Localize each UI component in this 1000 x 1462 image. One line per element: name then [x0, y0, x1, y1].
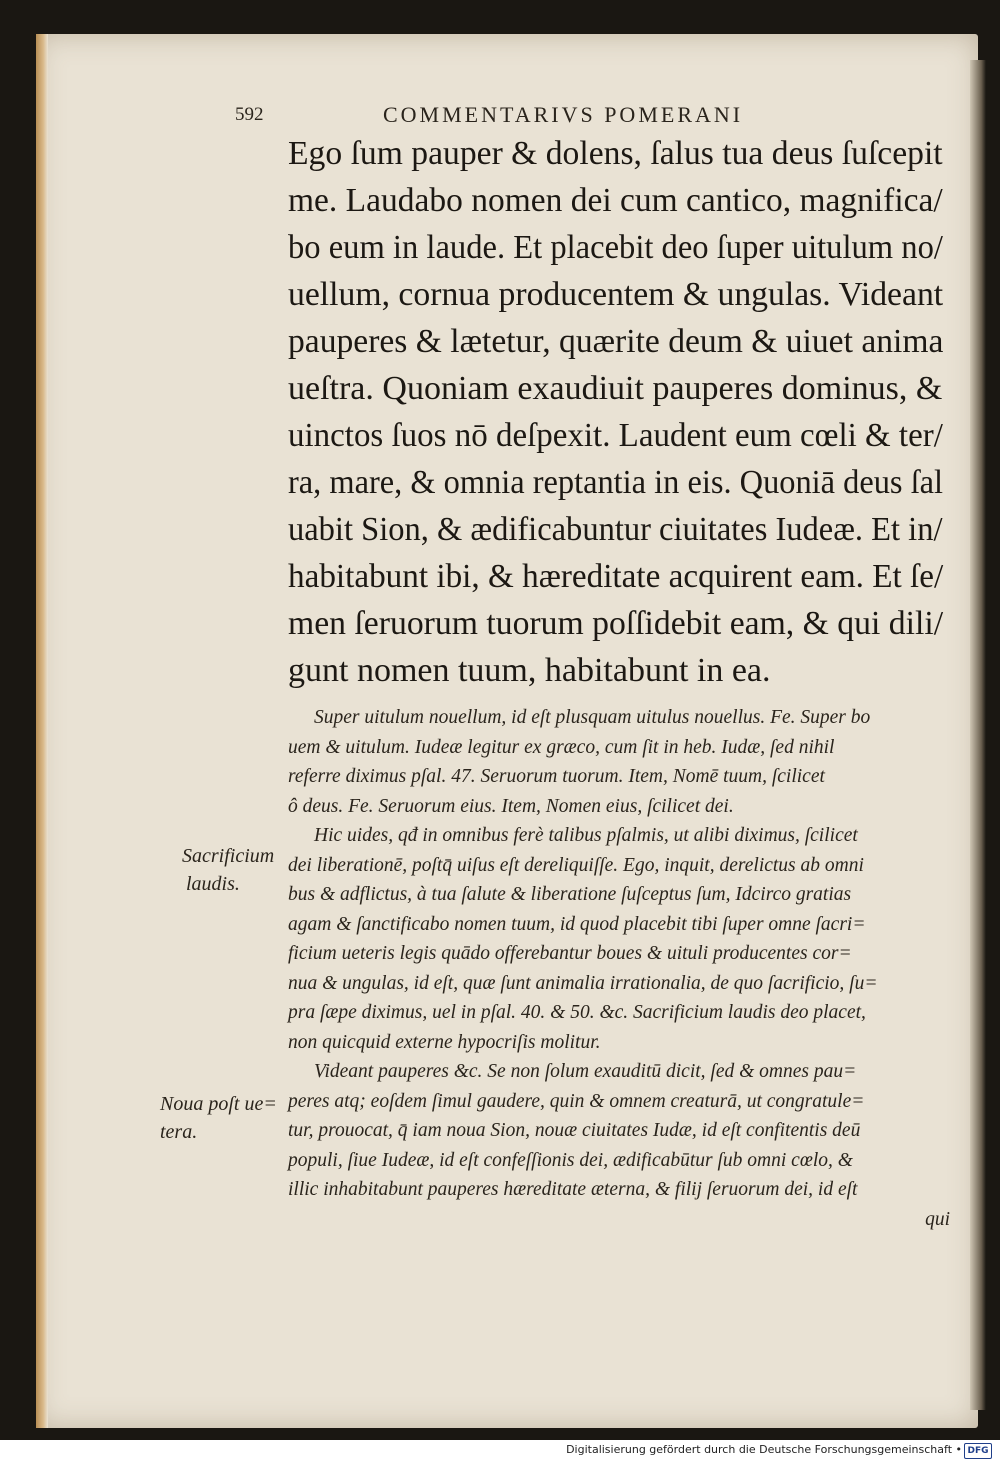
- text-line: pauperes & lætetur, quærite deum & uiuet anima: [288, 323, 944, 360]
- commentary-line: illic inhabitabunt pauperes hæreditate æterna, & filij ſeruorum dei, id eſt: [288, 1179, 858, 1200]
- commentary-line: pra ſæpe diximus, uel in pſal. 40. & 50. &c. Sacrificium laudis deo placet,: [288, 1002, 866, 1023]
- text-line: me. Laudabo nomen dei cum cantico, magnifica/: [288, 182, 943, 219]
- text-line: gunt nomen tuum, habitabunt in ea.: [288, 652, 771, 689]
- text-line: ra, mare, & omnia reptantia in eis. Quoniā deus ſal: [288, 464, 944, 501]
- margin-note-sacrificium: [182, 842, 274, 898]
- commentary-line: non quicquid externe hypocriſis molitur.: [288, 1031, 601, 1053]
- text-line: uellum, cornua producentem & ungulas. Videant: [288, 276, 944, 313]
- commentary-text: [288, 703, 950, 1234]
- footer-credit: Digitalisierung gefördert durch die Deutsche Forschungsgemeinschaft •: [566, 1443, 962, 1456]
- digitization-footer: [0, 1440, 1000, 1462]
- commentary-line: Videant pauperes &c. Se non ſolum exauditū dicit, ſed & omnes pau=: [314, 1061, 857, 1082]
- margin-note-noua: [160, 1090, 277, 1146]
- text-line: ueſtra. Quoniam exaudiuit pauperes dominus, &: [288, 370, 943, 407]
- margin-note-line: laudis.: [186, 873, 240, 895]
- commentary-line: Hic uides, qđ in omnibus ferè talibus pſalmis, ut alibi diximus, ſcilicet: [314, 825, 858, 846]
- running-head: COMMENTARIVS POMERANI: [383, 102, 744, 127]
- page-right-edge: [970, 60, 986, 1410]
- commentary-line: bus & adflictus, à tua ſalute & liberatione ſuſceptus ſum, Idcirco gratias: [288, 884, 852, 905]
- commentary-line: tur, prouocat, q̄ iam noua Sion, nouæ ciuitates Iudæ, id eſt confitentis deū: [288, 1120, 861, 1141]
- commentary-line: qui: [925, 1208, 950, 1230]
- commentary-line: uem & uitulum. Iudeæ legitur ex græco, cum ſit in heb. Iudæ, ſed nihil: [288, 736, 835, 758]
- commentary-line: ficium ueteris legis quādo offerebantur boues & uituli producentes cor=: [288, 943, 852, 964]
- text-line: uabit Sion, & ædificabuntur ciuitates Iudeæ. Et in/: [288, 511, 943, 548]
- margin-note-line: Noua poſt ue=: [160, 1093, 277, 1115]
- page-gutter-edge: [36, 34, 48, 1428]
- page-number: 592: [235, 104, 264, 125]
- text-line: habitabunt ibi, & hæreditate acquirent eam. Et ſe/: [288, 558, 944, 595]
- text-line: bo eum in laude. Et placebit deo ſuper uitulum no/: [288, 229, 943, 266]
- commentary-line: peres atq; eoſdem ſimul gaudere, quin & omnem creaturā, ut congratule=: [288, 1090, 865, 1112]
- dfg-logo: DFG: [964, 1443, 992, 1459]
- text-line: Ego ſum pauper & dolens, ſalus tua deus ſuſcepit: [288, 135, 943, 172]
- commentary-line: populi, ſiue Iudeæ, id eſt confeſſionis dei, ædificabūtur ſub omni cœlo, &: [288, 1149, 853, 1171]
- commentary-line: nua & ungulas, id eſt, quæ ſunt animalia irrationalia, de quo ſacrificio, ſu=: [288, 972, 878, 994]
- margin-note-line: Sacrificium: [182, 845, 275, 867]
- text-line: uinctos ſuos nō deſpexit. Laudent eum cœli & ter/: [288, 417, 943, 454]
- commentary-line: dei liberationē, poſtq̄ uiſus eſt dereliquiſſe. Ego, inquit, derelictus ab omni: [288, 854, 864, 876]
- commentary-line: Super uitulum nouellum, id eſt plusquam uitulus nouellus. Fe. Super bo: [314, 707, 871, 728]
- text-line: men ſeruorum tuorum poſſidebit eam, & qui dili/: [288, 605, 944, 642]
- commentary-line: agam & ſanctificabo nomen tuum, id quod placebit tibi ſuper omne ſacri=: [288, 913, 866, 935]
- psalm-text: [288, 130, 948, 694]
- commentary-line: referre diximus pſal. 47. Seruorum tuorum. Item, Nomē tuum, ſcilicet: [288, 766, 825, 787]
- commentary-line: ô deus. Fe. Seruorum eius. Item, Nomen eius, ſcilicet dei.: [288, 795, 734, 817]
- margin-note-line: tera.: [160, 1121, 198, 1143]
